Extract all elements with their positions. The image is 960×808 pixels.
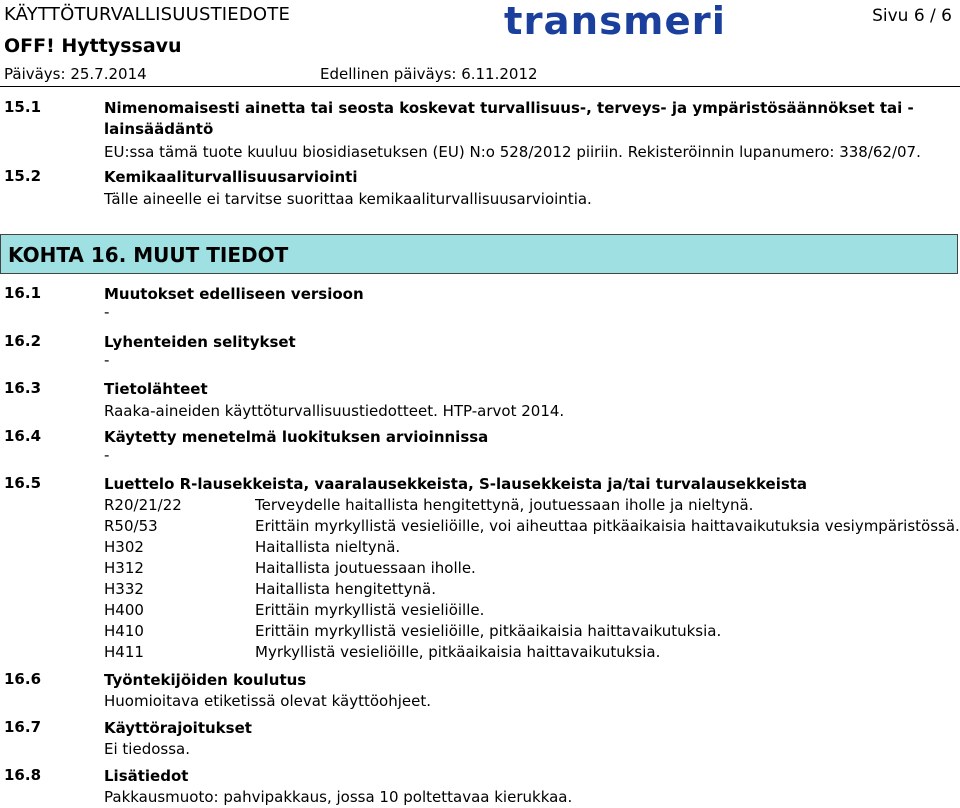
section-number: 15.2 (4, 167, 42, 185)
section-text: EU:ssa tämä tuote kuuluu biosidiasetuksen (EU) N:o 528/2012 piiriin. Rekisteröinnin lupanumero: 338/62/07. (104, 143, 921, 161)
section-number: 16.3 (4, 379, 42, 397)
section-number: 16.2 (4, 332, 42, 350)
section-text: Tälle aineelle ei tarvitse suorittaa kemikaaliturvallisuusarviointia. (104, 190, 592, 208)
phrase-code: H410 (104, 622, 144, 640)
phrase-text: Myrkyllistä vesieliöille, pitkäaikaisia haittavaikutuksia. (255, 643, 661, 661)
section-text: Pakkausmuoto: pahvipakkaus, jossa 10 poltettavaa kierukkaa. (104, 788, 573, 806)
section-text: - (104, 351, 110, 369)
section-title: Luettelo R-lausekkeista, vaaralausekkeista, S-lausekkeista ja/tai turvalausekkeista (104, 475, 808, 493)
phrase-code: H411 (104, 643, 144, 661)
section-number: 16.6 (4, 670, 42, 688)
phrase-text: Haitallista joutuessaan iholle. (255, 559, 476, 577)
phrase-text: Erittäin myrkyllistä vesieliöille, pitkäaikaisia haittavaikutuksia. (255, 622, 722, 640)
section-number: 15.1 (4, 98, 42, 116)
logo-text: transmeri (504, 4, 726, 42)
section-number: 16.7 (4, 718, 42, 736)
section-number: 16.4 (4, 427, 42, 445)
phrase-code: H302 (104, 538, 144, 556)
phrase-code: H312 (104, 559, 144, 577)
phrase-code: H332 (104, 580, 144, 598)
product-name: OFF! Hyttyssavu (4, 35, 182, 57)
section-number: 16.5 (4, 474, 42, 492)
section-title: Työntekijöiden koulutus (104, 671, 307, 689)
banner-title: KOHTA 16. MUUT TIEDOT (8, 243, 289, 267)
phrase-code: H400 (104, 601, 144, 619)
section-text: Ei tiedossa. (104, 740, 190, 758)
section-number: 16.1 (4, 284, 42, 302)
section-title: Lisätiedot (104, 767, 189, 785)
section-16-banner (0, 234, 958, 274)
document-title: KÄYTTÖTURVALLISUUSTIEDOTE (4, 4, 291, 25)
section-title: Käyttörajoitukset (104, 719, 252, 737)
section-text: Huomioitava etiketissä olevat käyttöohjeet. (104, 692, 431, 710)
issue-date: Päiväys: 25.7.2014 (4, 65, 147, 83)
section-text: - (104, 446, 110, 464)
phrase-code: R20/21/22 (104, 496, 182, 514)
section-number: 16.8 (4, 766, 42, 784)
section-title: Käytetty menetelmä luokituksen arvioinnissa (104, 428, 489, 446)
phrase-code: R50/53 (104, 517, 158, 535)
section-title: Kemikaaliturvallisuusarviointi (104, 168, 358, 186)
phrase-text: Haitallista hengitettynä. (255, 580, 437, 598)
section-title: Lyhenteiden selitykset (104, 333, 296, 351)
section-title: Nimenomaisesti ainetta tai seosta koskevat turvallisuus-, terveys- ja ympäristösäännökset tai - lainsäädäntö (104, 99, 914, 138)
section-text: - (104, 303, 110, 321)
page-number: Sivu 6 / 6 (872, 6, 952, 26)
section-title: Muutokset edelliseen versioon (104, 285, 364, 303)
transmeri-logo (504, 4, 730, 42)
phrase-text: Haitallista nieltynä. (255, 538, 401, 556)
previous-date: Edellinen päiväys: 6.11.2012 (320, 65, 538, 83)
section-text: Raaka-aineiden käyttöturvallisuustiedotteet. HTP-arvot 2014. (104, 402, 565, 420)
header-divider (0, 86, 960, 87)
section-title: Tietolähteet (104, 380, 208, 398)
phrase-text: Terveydelle haitallista hengitettynä, joutuessaan iholle ja nieltynä. (255, 496, 754, 514)
phrase-text: Erittäin myrkyllistä vesieliöille. (255, 601, 485, 619)
phrase-text: Erittäin myrkyllistä vesieliöille, voi aiheuttaa pitkäaikaisia haittavaikutuksia vesiympäristössä. (255, 517, 960, 535)
document-header (4, 4, 956, 88)
